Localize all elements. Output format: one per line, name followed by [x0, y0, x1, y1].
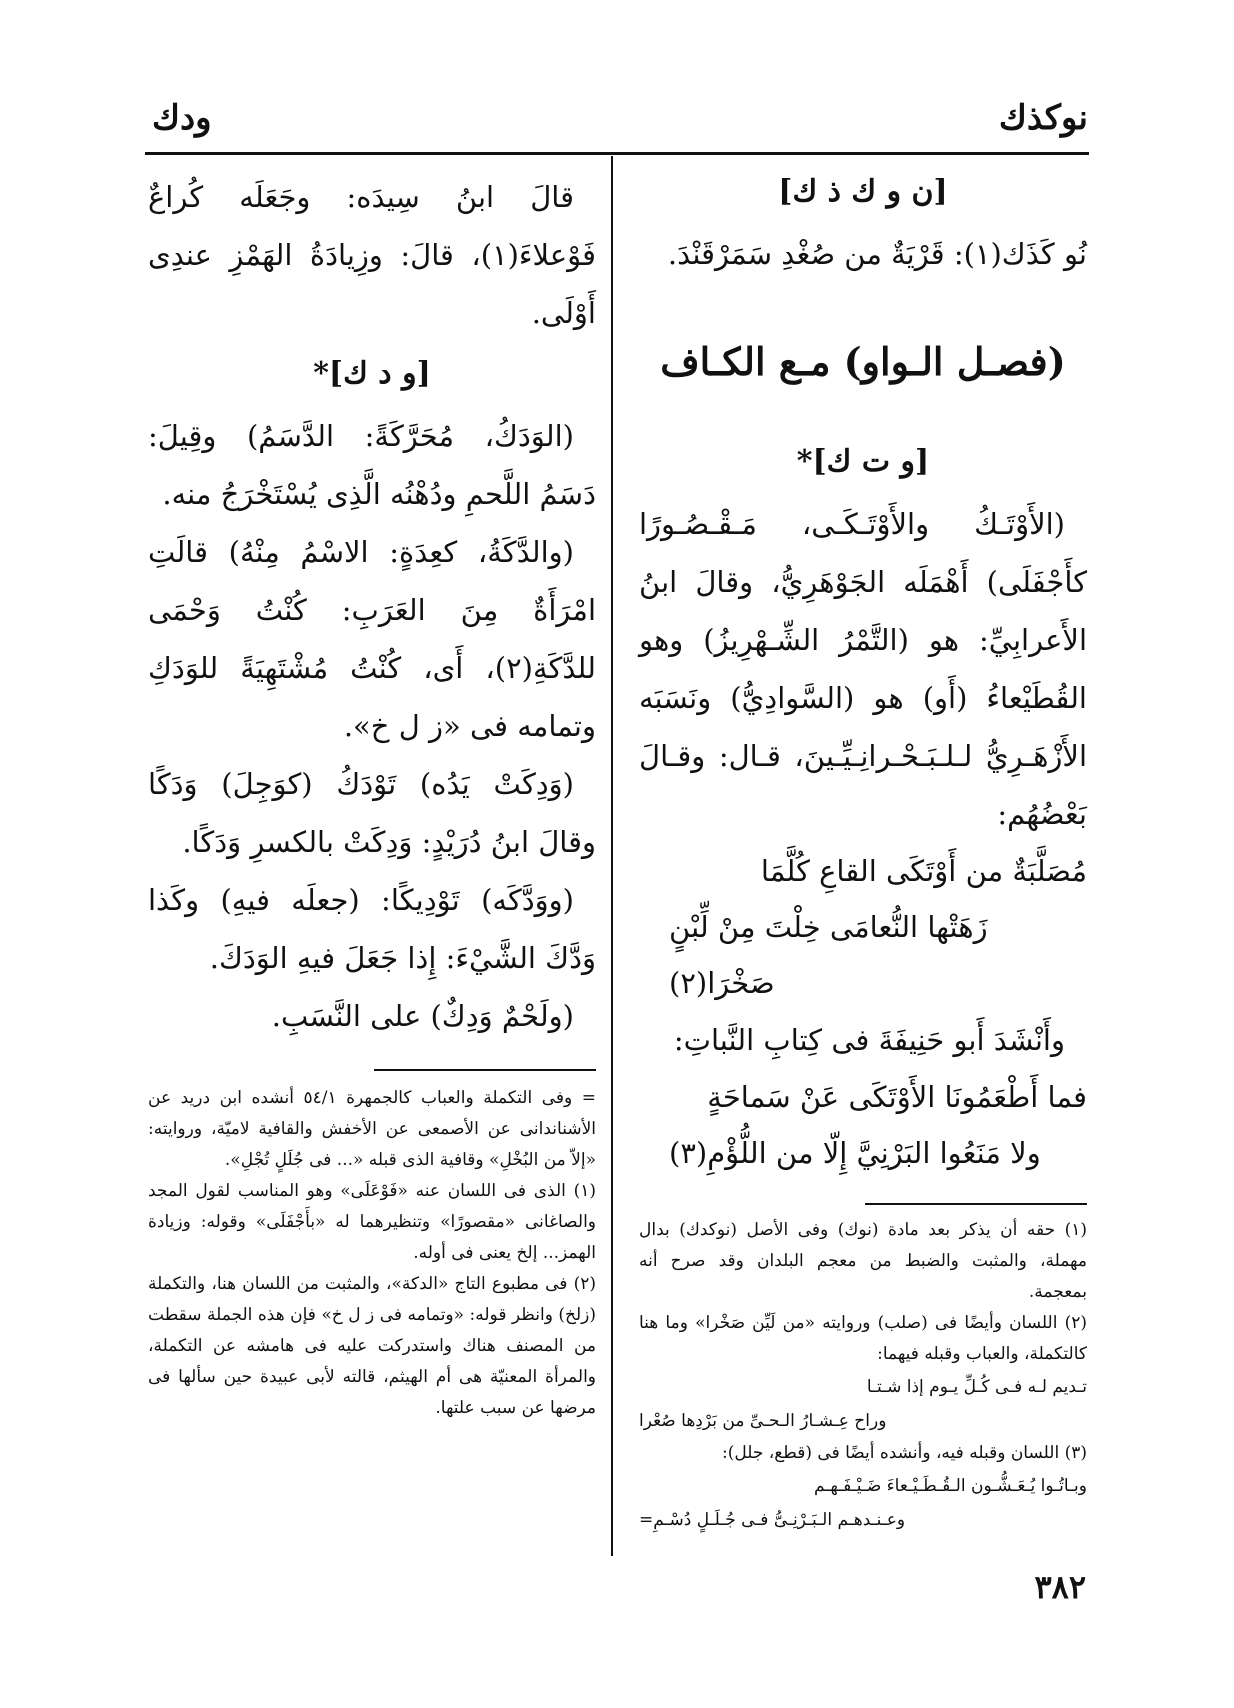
- footnote-rule: [865, 1203, 1087, 1205]
- footnote-verse-2a: وبـاتُـوا يُـعَـشُّـون الـقُـطَـيْـعاءَ ضَـيْـفَـهـم: [814, 1476, 1087, 1496]
- footnote-continuation: = وفى التكملة والعباب كالجمهرة ٥٤/١ أنشده ابن دريد عن الأشناندانى عن الأصمعى عن الأخفش والقافية لاميّة، وروايته: «إلاّ من البُخْلِ» وقافية الذى قبله «... فى جُلَلٍ تُجْلِ».: [148, 1088, 596, 1170]
- verse-1-first-hemistich: مُصَلَّبَةٌ من أَوْتَكَى القاعِ كُلَّمَا: [760, 854, 1087, 888]
- column-divider: [611, 156, 613, 1556]
- entry-paragraph-5: (ولَحْمٌ وَدِكٌ) على النَّسَبِ.: [271, 999, 574, 1033]
- entry-paragraph-3: (وَدِكَتْ يَدُه) تَوْدَكُ (كوَجِلَ) وَدَكًا وقالَ ابنُ دُرَيْدٍ: وَدِكَتْ بالكسرِ وَدَكًا.: [148, 767, 596, 859]
- footnote-verse-2b: وعـنـدهـم الـبَـرْنِـىُّ فـى جُـلَـلٍ دُسْـمِ=: [639, 1510, 906, 1530]
- footnote-1: (١) حقه أن يذكر بعد مادة (نوك) وفى الأصل (نوكدك) بدال مهملة، والمثبت والضبط من معجم البلدان وقد صرح أنه بمعجمة.: [639, 1220, 1087, 1302]
- right-column: [639, 168, 1087, 1537]
- section-title: (فصـل الـواو) مـع الكـاف: [660, 339, 1066, 384]
- running-head-left: ودك: [152, 98, 212, 138]
- entry-heading-nwkdhk: [ن و ك ذ ك]: [778, 174, 948, 209]
- entry-text-wtk: (الأَوْتَـكُ والأَوْتَـكَـى، مَـقْـصُـورًا كأَجْفَلَى) أَهْمَلَه الجَوْهَرِيُّ، وقالَ ابنُ الأَعرابِيِّ: هو (التَّمْرُ الشِّـهْرِيزُ) وهو القُطَيْعاءُ (أَو) هو (السَّوادِيُّ) ونَسَبَه الأَزْهَـرِيُّ لـلـبَـحْـرانِـيِّـينَ، قـال: وقـالَ بَعْضُهُم:: [639, 507, 1087, 831]
- verse-2-second-hemistich: ولا مَنَعُوا البَرْنِيَّ إِلّا من اللُّؤْمِ(٣): [669, 1136, 1041, 1170]
- left-column: [148, 168, 596, 1424]
- page-number: ٣٨٢: [1034, 1568, 1086, 1606]
- running-head-right: نوكذك: [998, 98, 1088, 138]
- verse-1-second-hemistich: زَهَتْها النُّعامَى خِلْتَ مِنْ لِّبْنٍ صَخْرَا(٢): [669, 910, 988, 1000]
- footnote-2: (٢) فى مطبوع التاج «الدكة»، والمثبت من اللسان هنا، والتكملة (زلخ) وانظر قوله: «وتمامه فى ز ل خ» فإن هذه الجملة سقطت من المصنف هناك واستدركت عليه فى هامشه عن التكملة، والمرأة المعنيّة هى أم الهيثم، قالته لأبى عبيدة حين سألها فى مرضها عن سبب علتها.: [148, 1274, 596, 1418]
- entry-text-wtk-2: وأَنْشَدَ أَبو حَنِيفَةَ فى كِتابِ النَّباتِ:: [673, 1023, 1065, 1057]
- entry-heading-wtk: [و ت ك]*: [796, 444, 930, 479]
- verse-2-first-hemistich: فما أَطْعَمُونَا الأَوْتَكَى عَنْ سَماحَةٍ: [707, 1080, 1087, 1114]
- footnote-1: (١) الذى فى اللسان عنه «فَوْعَلَى» وهو المناسب لقول المجد والصاغانى «مقصورًا» وتنظيرهما له «بأَجْفَلَى» وقوله: وزيادة الهمز... إلخ يعنى فى أوله.: [148, 1181, 596, 1263]
- footnote-verse-1a: تـديم لـه فـى كُـلِّ يـوم إذا شـتـا: [866, 1377, 1087, 1397]
- entry-paragraph-4: (ووَدَّكَه) تَوْدِيكًا: (جعلَه فيهِ) وكَذا وَدَّكَ الشَّيْءَ: إِذا جَعَلَ فيهِ الوَدَكَ.: [148, 883, 596, 975]
- footnote-2: (٢) اللسان وأيضًا فى (صلب) وروايته «من لَيِّن صَخْرا» وما هنا كالتكملة، والعباب وقبله فيهما:: [639, 1313, 1087, 1364]
- continuation-text: قالَ ابنُ سِيدَه: وجَعَلَه كُراعٌ فَوْعلاءَ(١)، قالَ: وزِيادَةُ الهَمْزِ عندِى أَوْلَى.: [148, 180, 596, 330]
- footnote-3: (٣) اللسان وقبله فيه، وأنشده أيضًا فى (قطع، جلل):: [721, 1443, 1087, 1463]
- entry-text-nwkdhk: نُو كَذَك(١): قَرْيَةٌ من صُغْدِ سَمَرْقَنْدَ.: [667, 237, 1087, 271]
- footnote-verse-1b: وراح عِـشـارُ الـحـىِّ من بَرْدِها صُعْرا: [639, 1411, 887, 1431]
- footnote-rule: [374, 1069, 596, 1071]
- header-rule: [145, 152, 1089, 155]
- entry-heading-wdk: [و د ك]*: [313, 356, 431, 391]
- entry-paragraph-1: (الوَدَكُ، مُحَرَّكَةً: الدَّسَمُ) وقِيلَ: دَسَمُ اللَّحمِ ودُهْنُه الَّذِى يُسْتَخْرَجُ منه.: [148, 419, 596, 511]
- entry-paragraph-2: (والدَّكَةُ، كعِدَةٍ: الاسْمُ مِنْهُ) قالَتِ امْرَأَةٌ مِنَ العَرَبِ: كُنْتُ وَحْمَى للدَّكَةِ(٢)، أَى، كُنْتُ مُشْتَهِيَةً للوَدَكِ وتمامه فى «ز ل خ».: [148, 535, 596, 743]
